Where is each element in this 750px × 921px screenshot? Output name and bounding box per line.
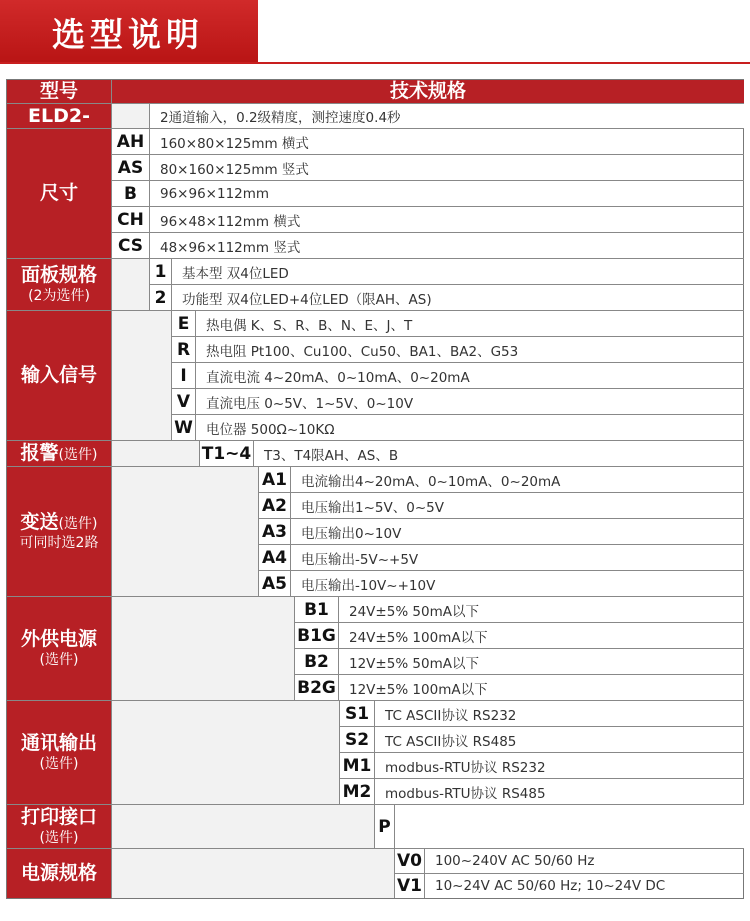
input-desc: 热电偶 K、S、R、B、N、E、J、T	[196, 311, 744, 337]
ext-power-desc: 12V±5% 100mA以下	[339, 675, 744, 701]
header-model: 型号	[7, 80, 112, 104]
transmit-code: A2	[259, 493, 291, 519]
ext-power-label: 外供电源 (选件)	[7, 597, 112, 701]
alarm-blank	[112, 441, 200, 467]
model-desc: 2通道输入，0.2级精度，测控速度0.4秒	[150, 104, 744, 129]
input-desc: 热电阻 Pt100、Cu100、Cu50、BA1、BA2、G53	[196, 337, 744, 363]
comm-desc: TC ASCII协议 RS232	[375, 701, 744, 727]
comm-code: M1	[340, 753, 375, 779]
ext-power-desc: 24V±5% 100mA以下	[339, 623, 744, 649]
print-code: P	[375, 805, 395, 849]
transmit-desc: 电压输出0~10V	[291, 519, 744, 545]
print-desc	[395, 805, 744, 849]
panel-code: 1	[150, 259, 172, 285]
power-label: 电源规格	[7, 849, 112, 898]
transmit-desc: 电压输出-10V~+10V	[291, 571, 744, 597]
input-code: W	[172, 415, 196, 441]
print-label: 打印接口 (选件)	[7, 805, 112, 849]
size-desc: 80×160×125mm 竖式	[150, 155, 744, 181]
comm-code: S2	[340, 727, 375, 753]
ext-power-desc: 12V±5% 50mA以下	[339, 649, 744, 675]
transmit-desc: 电压输出1~5V、0~5V	[291, 493, 744, 519]
panel-blank	[112, 259, 150, 311]
comm-desc: modbus-RTU协议 RS485	[375, 779, 744, 805]
comm-desc: modbus-RTU协议 RS232	[375, 753, 744, 779]
size-desc: 96×48×112mm 横式	[150, 207, 744, 233]
ext-power-desc: 24V±5% 50mA以下	[339, 597, 744, 623]
title-banner	[0, 0, 258, 64]
model-blank	[112, 104, 150, 129]
power-desc: 10~24V AC 50/60 Hz; 10~24V DC	[435, 878, 666, 894]
size-desc: 160×80×125mm 横式	[150, 129, 744, 155]
transmit-code: A5	[259, 571, 291, 597]
model-code: ELD2-	[7, 104, 112, 129]
title-underline	[0, 62, 750, 64]
transmit-label: 变送(选件) 可同时选2路	[7, 467, 112, 597]
panel-desc: 功能型 双4位LED+4位LED（限AH、AS)	[172, 285, 744, 311]
power-code: V0	[395, 849, 425, 874]
power-desc: 100~240V AC 50/60 Hz	[425, 849, 744, 874]
panel-label: 面板规格 (2为选件)	[7, 259, 112, 311]
panel-desc: 基本型 双4位LED	[172, 259, 744, 285]
power-code: V1	[395, 874, 425, 898]
size-desc: 48×96×112mm 竖式	[150, 233, 744, 259]
ext-power-code: B2	[295, 649, 339, 675]
transmit-desc: 电流输出4~20mA、0~10mA、0~20mA	[291, 467, 744, 493]
size-code: B	[112, 181, 150, 207]
comm-desc: TC ASCII协议 RS485	[375, 727, 744, 753]
size-code: CH	[112, 207, 150, 233]
page-title: 选型说明	[52, 15, 204, 54]
input-desc: 直流电流 4~20mA、0~10mA、0~20mA	[196, 363, 744, 389]
ext-power-code: B1G	[295, 623, 339, 649]
input-code: V	[172, 389, 196, 415]
input-desc: 直流电压 0~5V、1~5V、0~10V	[196, 389, 744, 415]
comm-code: M2	[340, 779, 375, 805]
panel-code: 2	[150, 285, 172, 311]
comm-code: S1	[340, 701, 375, 727]
input-desc: 电位器 500Ω~10KΩ	[196, 415, 744, 441]
input-code: E	[172, 311, 196, 337]
ext-power-code: B2G	[295, 675, 339, 701]
transmit-blank	[112, 467, 259, 597]
input-code: R	[172, 337, 196, 363]
transmit-desc: 电压输出-5V~+5V	[291, 545, 744, 571]
input-label: 输入信号	[7, 311, 112, 441]
header-spec: 技术规格	[112, 80, 744, 104]
input-blank	[112, 311, 172, 441]
transmit-code: A1	[259, 467, 291, 493]
selection-table	[6, 79, 744, 899]
size-code: AH	[112, 129, 150, 155]
transmit-code: A3	[259, 519, 291, 545]
alarm-desc: T3、T4限AH、AS、B	[254, 441, 744, 467]
alarm-label: 报警 (选件)	[7, 441, 112, 467]
power-blank	[112, 849, 395, 898]
print-blank	[112, 805, 375, 849]
alarm-code: T1~4	[200, 441, 254, 467]
comm-label: 通讯输出 (选件)	[7, 701, 112, 805]
size-code: CS	[112, 233, 150, 259]
ext-power-blank	[112, 597, 295, 701]
ext-power-code: B1	[295, 597, 339, 623]
input-code: I	[172, 363, 196, 389]
size-label: 尺寸	[7, 129, 112, 259]
size-code: AS	[112, 155, 150, 181]
transmit-code: A4	[259, 545, 291, 571]
size-desc: 96×96×112mm	[150, 181, 744, 207]
comm-blank	[112, 701, 340, 805]
